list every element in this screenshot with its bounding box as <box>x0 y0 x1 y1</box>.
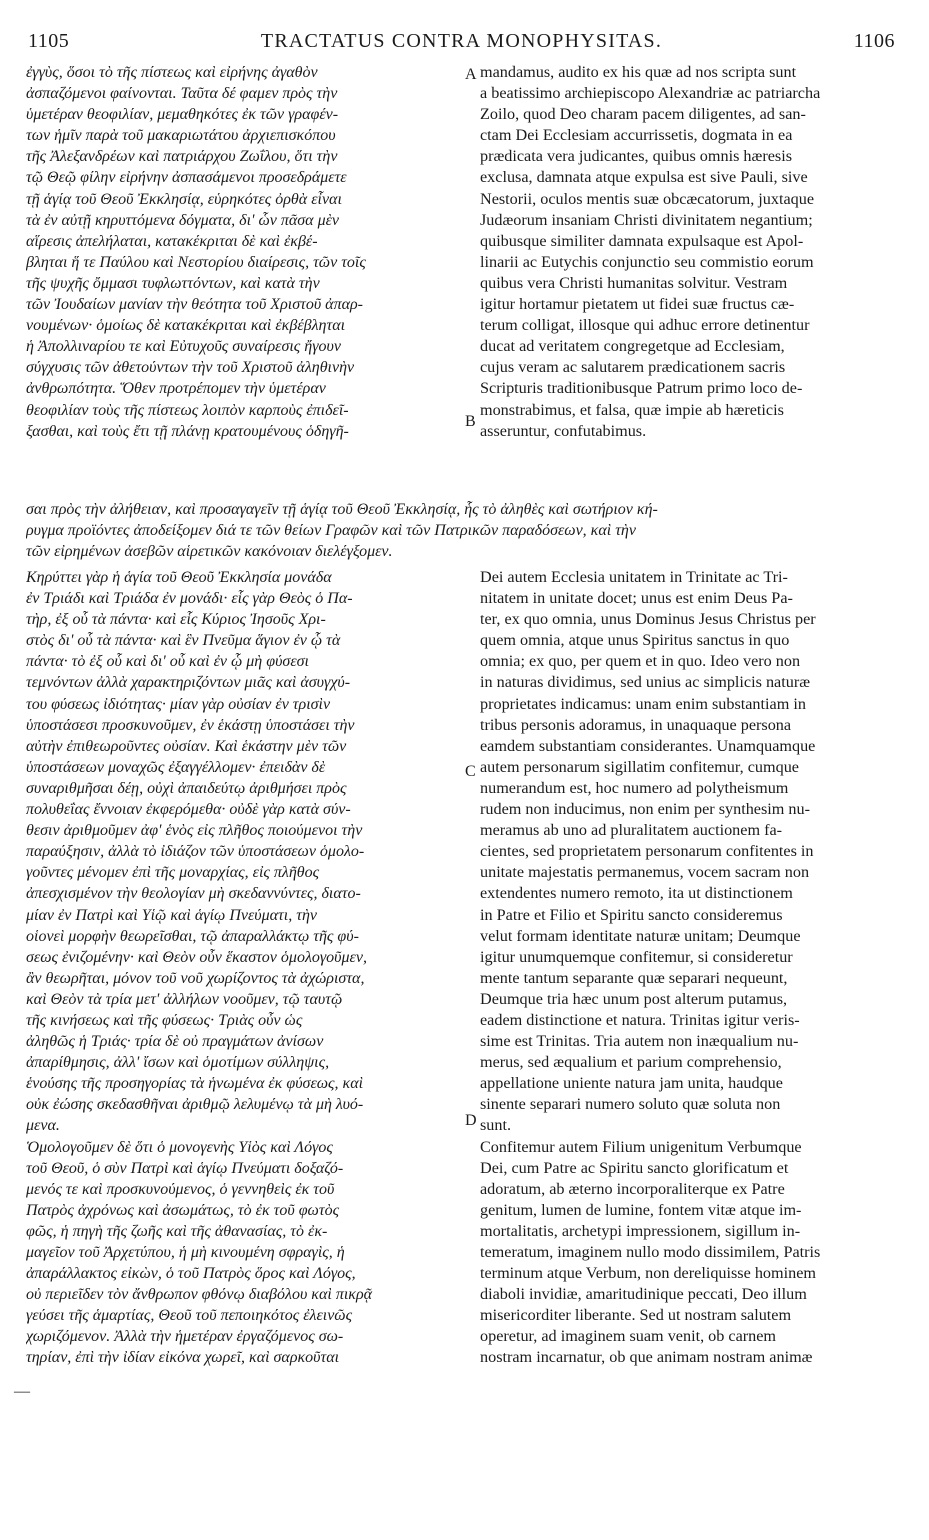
latin-text-line: mente tantum separante quæ separari nequeunt, <box>480 968 788 987</box>
greek-text-line: ρυγμα προϊόντες ἀποδείξομεν διά τε τῶν θείων Γραφῶν καὶ τῶν Πατρικῶν παραδόσεων, καὶ τὴν <box>26 522 636 540</box>
greek-text-line: των ἡμῖν παρὰ τοῦ μακαριωτάτου ἀρχιεπισκόπου <box>26 127 336 145</box>
latin-text-line: extendentes numero remoto, ita ut distinctionem <box>480 884 793 903</box>
greek-text-line: οὐ περιεῖδεν τὸν ἄνθρωπον φθόνῳ διαβόλου καὶ πικρᾷ <box>26 1286 373 1304</box>
latin-text-line: terum colligat, illosque qui adhuc errore detinentur <box>480 316 810 335</box>
greek-text-line: ἑνούσης τῆς προσηγορίας τὰ ἡνωμένα ἐκ φύσεως, καὶ <box>26 1075 364 1093</box>
latin-text-line: ter, ex quo omnia, unus Dominus Jesus Christus per <box>480 610 816 629</box>
greek-text-line: τεμνόντων ἀλλὰ χαρακτηριζόντων μιᾶς καὶ ἀσυγχύ- <box>26 674 351 692</box>
greek-text-line: στὸς δι' οὗ τὰ πάντα· καὶ ἓν Πνεῦμα ἅγιον ἐν ᾧ τὰ <box>26 632 341 650</box>
latin-text-line: mortalitatis, archetypi impressionem, sigillum in- <box>480 1221 801 1240</box>
latin-text-line: igitur unumquemque confitemur, si consideretur <box>480 947 793 966</box>
margin-marker-a: A <box>465 66 477 83</box>
greek-text-line: μενα. <box>26 1117 60 1135</box>
right-page-number: 1106 <box>853 30 895 52</box>
greek-text-line: αὐτὴν ἐπιθεωροῦντες οὐσίαν. Καὶ ἑκάστην μὲν τῶν <box>26 737 347 755</box>
latin-text-line: merus, sed æqualium et parium comprehensio, <box>480 1053 782 1072</box>
greek-text-line: σύγχυσις τῶν ἀθετούντων τὴν τοῦ Χριστοῦ ἀληθινὴν <box>26 359 355 377</box>
greek-text-line: καὶ Θεὸν τὰ τρία μετ' ἀλλήλων νοοῦμεν, τῷ ταυτῷ <box>26 990 343 1008</box>
latin-text-line: Dei, cum Patre ac Spiritu sancto glorificatum et <box>480 1158 789 1177</box>
latin-text-line: eadem distinctione et natura. Trinitas igitur veris- <box>480 1010 800 1029</box>
latin-text-line: Confitemur autem Filium unigenitum Verbumque <box>480 1137 802 1156</box>
greek-text-line: ἐν Τριάδι καὶ Τριάδα ἐν μονάδι· εἷς γὰρ Θεὸς ὁ Πα- <box>26 590 353 608</box>
latin-text-line: prædicata vera judicantes, quibus omnis hæresis <box>480 147 792 166</box>
running-header <box>28 30 895 64</box>
latin-text-line: sunt. <box>480 1116 512 1135</box>
greek-text-line: θεσιν ἀριθμοῦμεν ἀφ' ἑνὸς εἰς πλῆθος ποιούμενοι τὴν <box>26 822 363 840</box>
greek-text-line: τῆς ψυχῆς ὄμμασι τυφλωττόντων, καὶ κατὰ τὴν <box>26 274 320 292</box>
greek-text-line: οὐκ ἐώσης σκεδασθῆναι ἀριθμῷ λελυμένῳ τὰ μὴ λυό- <box>26 1096 364 1114</box>
margin-marker-c: C <box>465 763 476 780</box>
latin-text-line: operetur, ad imaginem suam venit, ob carnem <box>480 1327 777 1346</box>
latin-text-line: Dei autem Ecclesia unitatem in Trinitate ac Tri- <box>480 568 788 586</box>
greek-text-line: ἀπαρίθμησις, ἀλλ' ἴσων καὶ ὁμοτίμων σύλληψις, <box>26 1054 330 1072</box>
latin-text-line: cujus veram ac salutarem prædicationem sacris <box>480 358 786 377</box>
latin-text-line: quem omnia, atque unus Spiritus sanctus in quo <box>480 631 790 650</box>
latin-text-line: asseruntur, confutabimus. <box>480 421 647 440</box>
latin-text-line: in naturas dividimus, sed unius ac simplicis naturæ <box>480 673 811 692</box>
latin-text-line: terminum atque Verbum, non dereliquisse hominem <box>480 1264 816 1283</box>
latin-text-line: rudem non inducimus, non enim per synthesim nu- <box>480 800 811 819</box>
greek-text-line: συναριθμῆσαι δέῃ, οὐχὶ ἀπαιδεύτῳ ἀριθμήσει πρὸς <box>26 779 347 797</box>
latin-text-line: genitum, lumen de lumine, fontem vitæ atque im- <box>480 1200 802 1219</box>
latin-text-line: adoratum, ab æterno incorporaliterque ex Patre <box>480 1179 785 1198</box>
greek-text-line: τὴρ, ἐξ οὗ τὰ πάντα· καὶ εἷς Κύριος Ἰησοῦς Χρι- <box>26 611 326 629</box>
greek-text-line: τηρίαν, ἐπὶ τὴν ἰδίαν εἰκόνα χωρεῖ, καὶ σαρκοῦται <box>26 1349 340 1367</box>
latin-text-line: Judæorum insaniam Christi divinitatem negantium; <box>480 210 813 229</box>
greek-text-line: ἂν θεωρῆται, μόνον τοῦ νοῦ χωρίζοντος τὰ ἀχώριστα, <box>26 969 365 987</box>
latin-text-line: sinente separari numero soluto quæ soluta non <box>480 1095 781 1114</box>
latin-text-line: quibusque similiter damnata expulsaque est Apol- <box>480 231 804 250</box>
latin-text-line: unitate majestatis permanemus, vocem sacram non <box>480 863 810 882</box>
latin-text-line: meramus ab uno ad pluralitatem auctionem fa- <box>480 821 783 840</box>
latin-text-line: exclusa, damnata atque expulsa est sive Pauli, sive <box>480 168 808 187</box>
greek-text-line: βληται ἥ τε Παύλου καὶ Νεστορίου διαίρεσις, τῶν τοῖς <box>26 253 366 271</box>
latin-text-line: tribus personis adoramus, in unaquaque persona <box>480 715 792 734</box>
latin-text-line: quibus vera Christi humanitas solvitur. Vestram <box>480 273 788 292</box>
latin-text-line: temeratum, imaginem nullo modo dissimilem, Patris <box>480 1243 821 1261</box>
latin-text-line: omnia; ex quo, per quem et in quo. Ideo vero non <box>480 652 801 671</box>
greek-text-line: τῇ ἁγίᾳ τοῦ Θεοῦ Ἐκκλησίᾳ, εὑρηκότες ὀρθὰ εἶναι <box>26 190 342 208</box>
latin-text-line: appellatione uniente natura jam unita, haudque <box>480 1074 783 1093</box>
greek-text-line: ἀπαράλλακτος εἰκὼν, ὁ τοῦ Πατρὸς ὅρος καὶ Λόγος, <box>26 1265 356 1283</box>
latin-text-line: misericorditer liberante. Sed ut nostram salutem <box>480 1306 792 1325</box>
greek-text-line: του φύσεως ἰδιότητας· μίαν γὰρ οὐσίαν ἐν τρισὶν <box>26 695 331 713</box>
latin-text-line: sime est Trinitas. Tria autem non inæqualium nu- <box>480 1032 799 1051</box>
greek-text-line: ἐγγὺς, ὅσοι τὸ τῆς πίστεως καὶ εἰρήνης ἀγαθὸν <box>26 64 318 81</box>
latin-text-line: ducat ad veritatem congregetque ad Ecclesiam, <box>480 337 785 356</box>
latin-text-line: nitatem in unitate docet; unus est enim Deus Pa- <box>480 589 793 608</box>
greek-text-line: τοῦ Θεοῦ, ὁ σὺν Πατρὶ καὶ ἁγίῳ Πνεύματι δοξαζό- <box>26 1159 344 1177</box>
greek-text-line: ἀληθῶς ἡ Τριάς· τρία δὲ οὐ πραγμάτων ἀνίσων <box>26 1033 324 1051</box>
latin-text-line: linarii ac Eutychis conjunctio seu commistio eorum <box>480 252 814 271</box>
latin-text-line: a beatissimo archiepiscopo Alexandriæ ac patriarcha <box>480 84 821 103</box>
greek-column-bottom <box>26 567 472 1527</box>
greek-text-line: τῆς κινήσεως καὶ τῆς φύσεως· Τριὰς οὖν ὡς <box>26 1011 303 1029</box>
greek-text-line: θεοφιλίαν τοὺς τῆς πίστεως λοιπὸν καρποὺς ἐπιδεῖ- <box>26 401 349 419</box>
latin-text-line: numerandum est, hoc numero ad polytheismum <box>480 778 789 797</box>
greek-text-line: αἵρεσις ἀπελήλαται, κατακέκριται δὲ καὶ ἐκβέ- <box>26 232 318 250</box>
greek-text-line: ὑποστάσεων μοναχῶς ἐξαγγέλλομεν· ἐπειδὰν δὲ <box>26 758 326 776</box>
greek-text-line: γοῦντες μένομεν ἐπὶ τῆς μοναρχίας, εἰς πλῆθος <box>26 864 320 882</box>
greek-text-line: μαγεῖον τοῦ Ἀρχετύπου, ἡ μὴ κινουμένη σφραγὶς, ἡ <box>26 1244 345 1261</box>
greek-text-line: οἱονεὶ μορφὴν θεωρεῖσθαι, τῷ ἀπαραλλάκτῳ τῆς φύ- <box>26 927 359 945</box>
greek-text-line: τῷ Θεῷ φίλην εἰρήνην ἀσπασάμενοι προσεδράμετε <box>26 169 347 187</box>
latin-text-line: cientes, sed proprietatem personarum confitentes in <box>480 842 814 861</box>
greek-full-width-passage <box>26 499 896 565</box>
latin-column-top <box>480 62 895 444</box>
latin-text-line: ctam Dei Ecclesiam accurrissetis, dogmata in ea <box>480 126 793 145</box>
greek-text-line: πάντα· τὸ ἐξ οὗ καὶ δι' οὗ καὶ ἐν ᾧ μὴ φύσεσι <box>26 653 309 671</box>
latin-text-line: eamdem substantiam considerantes. Unamquamque <box>480 736 816 755</box>
greek-text-line: παραύξησιν, ἀλλὰ τὸ ἰδιάζον τῶν ὑποστάσεων ὁμολο- <box>26 843 365 861</box>
greek-text-line: Κηρύττει γὰρ ἡ ἁγία τοῦ Θεοῦ Ἐκκλησία μονάδα <box>26 569 332 586</box>
greek-text-line: τῆς Ἀλεξανδρέων καὶ πατριάρχου Ζωΐλου, ὅτι τὴν <box>26 148 338 166</box>
greek-text-line: τὰ ἐν αὐτῇ κηρυττόμενα δόγματα, δι' ὧν πᾶσα μὲν <box>26 211 340 229</box>
greek-text-line: τῶν Ἰουδαίων μανίαν τὴν θεότητα τοῦ Χριστοῦ ἀπαρ- <box>26 296 363 314</box>
latin-text-line: diaboli invidiæ, amaritudinique peccati, Deo illum <box>480 1285 807 1304</box>
greek-column-top <box>26 62 472 444</box>
latin-text-line: nostram incarnatur, ob que animam nostram animæ <box>480 1348 813 1367</box>
latin-column-bottom <box>480 567 895 1527</box>
latin-text-line: igitur hortamur pietatem ut fidei suæ fructus cæ- <box>480 295 795 314</box>
left-page-number: 1105 <box>28 30 70 52</box>
latin-text-line: Nestorii, oculos mentis suæ obcæcatorum, juxtaque <box>480 189 815 208</box>
greek-text-line: Ὁμολογοῦμεν δὲ ὅτι ὁ μονογενὴς Υἱὸς καὶ Λόγος <box>26 1138 333 1156</box>
running-title: TRACTATUS CONTRA MONOPHYSITAS. <box>260 30 663 52</box>
greek-text-line: ἡ Ἀπολλιναρίου τε καὶ Εὐτυχοῦς συναίρεσις ἤγουν <box>26 338 341 356</box>
latin-text-line: monstrabimus, et falsa, quæ impie ab hæreticis <box>480 400 784 419</box>
greek-text-line: σεως ἐνιζομένην· καὶ Θεὸν οὖν ἕκαστον ὁμολογοῦμεν, <box>26 948 367 966</box>
latin-text-line: Deumque tria hæc unum post alterum putamus, <box>480 989 788 1008</box>
latin-text-line: Scripturis traditionibusque Patrum primo loco de- <box>480 379 803 398</box>
greek-text-line: νουμένων· ὁμοίως δὲ κατακέκριται καὶ ἐκβέβληται <box>26 317 346 335</box>
greek-text-line: μίαν ἐν Πατρὶ καὶ Υἱῷ καὶ ἁγίῳ Πνεύματι, τὴν <box>26 906 317 924</box>
latin-text-line: autem personarum sigillatim confitemur, cumque <box>480 757 799 776</box>
greek-text-line: πολυθεΐας ἔννοιαν ἐκφερόμεθα· οὐδὲ γὰρ κατὰ σύν- <box>26 801 351 819</box>
greek-text-line: χωριζόμενον. Ἀλλὰ τὴν ἡμετέραν ἐργαζόμενος σω- <box>26 1328 344 1346</box>
latin-text-line: proprietates indicamus: unam enim substantiam in <box>480 694 806 713</box>
greek-text-line: τῶν εἰρημένων ἀσεβῶν αἱρετικῶν κακόνοιαν διελέγξομεν. <box>26 543 393 561</box>
latin-text-line: in Patre et Filio et Spiritu sancto consideremus <box>480 905 783 924</box>
greek-text-line: Πατρὸς ἀχρόνως καὶ ἀσωμάτως, τὸ ἐκ τοῦ φωτὸς <box>26 1201 340 1219</box>
greek-text-line: ὑμετέραν θεοφιλίαν, μεμαθηκότες ἐκ τῶν γραφέν- <box>26 106 339 124</box>
greek-text-line: φῶς, ἡ πηγὴ τῆς ζωῆς καὶ τῆς ἀθανασίας, τὸ ἐκ- <box>26 1222 328 1240</box>
greek-text-line: σαι πρὸς τὴν ἀλήθειαν, καὶ προσαγαγεῖν τῇ ἁγίᾳ τοῦ Θεοῦ Ἐκκλησίᾳ, ἧς τὸ ἀληθὲς καὶ σωτήριον κή- <box>26 501 658 518</box>
margin-dash-mark: — <box>14 1383 30 1400</box>
margin-marker-d: D <box>465 1112 477 1129</box>
greek-text-line: μενός τε καὶ προσκυνούμενος, ὁ γεννηθεὶς ἐκ τοῦ <box>26 1180 335 1198</box>
latin-text-line: velut formam identitate naturæ unitam; Deumque <box>480 926 801 945</box>
greek-text-line: ξασθαι, καὶ τοὺς ἔτι τῇ πλάνῃ κρατουμένους ὁδηγῆ- <box>26 422 349 440</box>
greek-text-line: ὑποστάσεσι προσκυνοῦμεν, ἐν ἑκάστῃ ὑποστάσει τὴν <box>26 716 355 734</box>
latin-text-line: Zoilo, quod Deo charam pacem diligentes, ad san- <box>480 105 806 124</box>
greek-text-line: γεύσει τῆς ἁμαρτίας, Θεοῦ τοῦ πεποιηκότος ἐλεινῶς <box>26 1307 353 1325</box>
greek-text-line: ἀσπαζόμενοι φαίνονται. Ταῦτα δέ φαμεν πρὸς τὴν <box>26 85 338 103</box>
greek-text-line: ἀνθρωπότητα. Ὅθεν προτρέπομεν τὴν ὑμετέραν <box>26 380 326 398</box>
greek-text-line: ἀπεσχισμένον τὴν θεολογίαν μὴ σκεδαννύντες, διατο- <box>26 885 361 903</box>
latin-text-line: mandamus, audito ex his quæ ad nos scripta sunt <box>480 63 797 81</box>
margin-marker-b: B <box>465 413 476 430</box>
